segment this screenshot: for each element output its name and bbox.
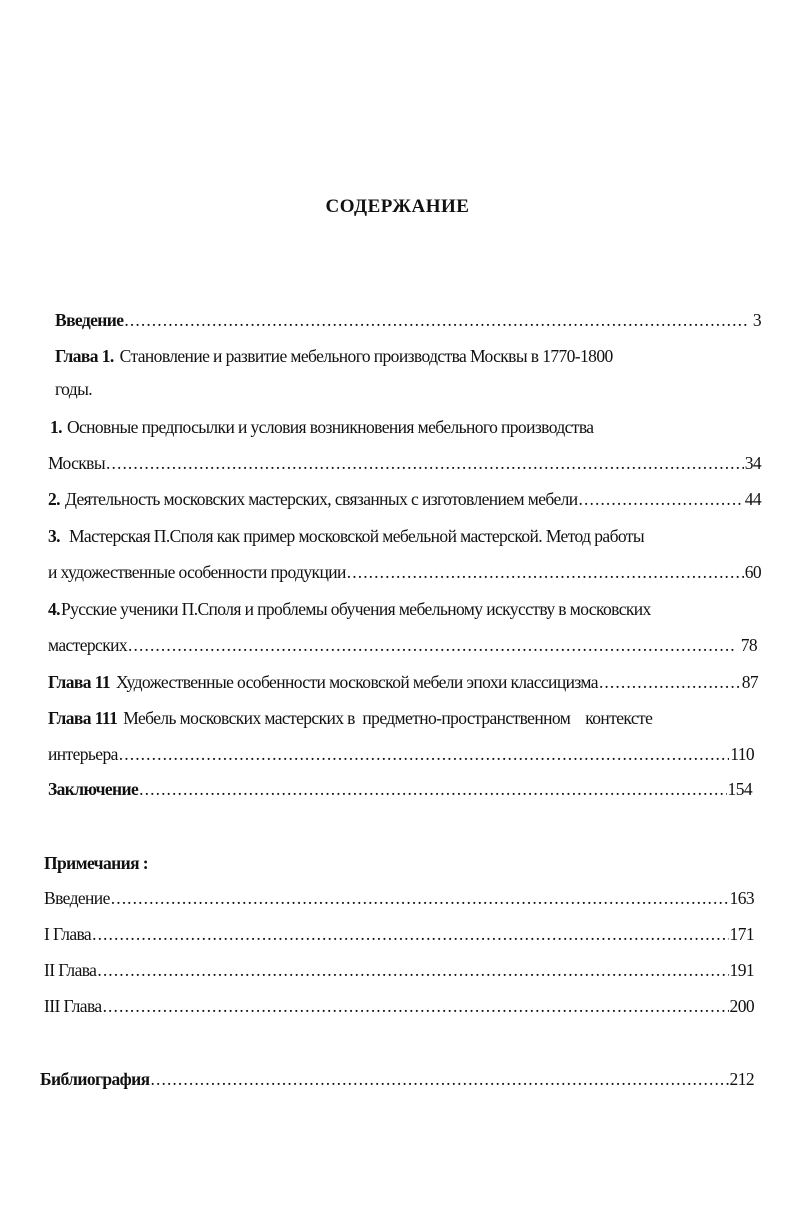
toc-entry-label: II Глава [44, 960, 97, 980]
chapter-title: Мебель московских мастерских в предметно-пространственном контексте [123, 708, 653, 728]
notes-entry [44, 994, 754, 1020]
dot-leader [119, 742, 729, 766]
notes-heading-label: Примечания : [44, 853, 148, 873]
notes-entry [44, 958, 754, 984]
notes-entry [44, 886, 754, 912]
chapter-title-continuation: годы. [55, 379, 93, 399]
notes-heading [44, 851, 444, 877]
toc-entry-conclusion [48, 777, 752, 803]
toc-page-number: 78 [740, 635, 757, 655]
dot-leader [599, 670, 741, 694]
toc-entry-label: Заключение [48, 779, 139, 799]
toc-page-number: 200 [729, 996, 754, 1016]
toc-page-number: 3 [752, 310, 761, 330]
toc-page-number: 110 [730, 744, 754, 764]
toc-entry-section-1-continuation [48, 451, 761, 477]
section-title: Русские ученики П.Споля и проблемы обучения мебельному искусству в московских [60, 599, 651, 619]
dot-leader [347, 560, 744, 584]
toc-page-number: 154 [727, 779, 752, 799]
toc-entry-section-1 [50, 415, 770, 441]
toc-entry-chapter-1-continuation [55, 377, 355, 403]
toc-entry-label: Введение [55, 310, 124, 330]
toc-entry-section-2 [48, 487, 761, 513]
section-number: 4. [48, 599, 60, 619]
dot-leader [139, 777, 726, 801]
section-number: 3. [48, 526, 60, 546]
toc-entry-section-4 [48, 597, 788, 623]
toc-page-number: 44 [744, 489, 761, 509]
dot-leader [151, 1067, 729, 1091]
toc-entry-bibliography [40, 1067, 754, 1093]
dot-leader [97, 958, 728, 982]
toc-entry-chapter-2 [48, 670, 758, 696]
toc-page-number: 212 [729, 1069, 754, 1089]
section-title-continuation: и художественные особенности продукции [48, 562, 346, 582]
section-number: 2. [48, 489, 60, 509]
section-title-continuation: Москвы [48, 453, 106, 473]
toc-entry-chapter-1 [55, 344, 775, 370]
toc-page-number: 191 [729, 960, 754, 980]
toc-entry-label: Введение [44, 888, 110, 908]
dot-leader [103, 994, 729, 1018]
section-title: Мастерская П.Споля как пример московской мебельной мастерской. Метод работы [68, 526, 645, 546]
toc-entry-section-4-continuation [48, 633, 757, 659]
toc-page-number: 34 [744, 453, 761, 473]
dot-leader [128, 633, 736, 657]
chapter-title-continuation: интерьера [48, 744, 118, 764]
chapter-label: Глава 11 [48, 672, 111, 692]
toc-page-number: 163 [729, 888, 754, 908]
dot-leader [579, 487, 744, 511]
page-title: СОДЕРЖАНИЕ [325, 196, 470, 217]
toc-entry-intro [55, 308, 761, 334]
toc-page-number: 171 [729, 924, 754, 944]
toc-entry-chapter-3-continuation [48, 742, 754, 768]
notes-entry [44, 922, 754, 948]
chapter-title: Становление и развитие мебельного производства Москвы в 1770-1800 [119, 346, 613, 366]
dot-leader [106, 451, 744, 475]
dot-leader [124, 308, 746, 332]
dot-leader [111, 886, 729, 910]
toc-entry-label: I Глава [44, 924, 92, 944]
toc-entry-label: Библиография [40, 1069, 150, 1089]
chapter-title: Художественные особенности московской мебели эпохи классицизма [116, 672, 598, 692]
section-title-continuation: мастерских [48, 635, 128, 655]
toc-page-number: 60 [744, 562, 761, 582]
toc-entry-section-3-continuation [48, 560, 761, 586]
toc-entry-section-3 [48, 524, 783, 550]
chapter-label: Глава 1. [55, 346, 114, 366]
chapter-label: Глава 111 [48, 708, 118, 728]
toc-entry-label: III Глава [44, 996, 102, 1016]
toc-page-number: 87 [741, 672, 758, 692]
section-number: 1. [50, 417, 62, 437]
dot-leader [92, 922, 728, 946]
section-title: Основные предпосылки и условия возникновения мебельного производства [66, 417, 594, 437]
toc-entry-chapter-3 [48, 706, 790, 732]
section-title: Деятельность московских мастерских, связанных с изготовлением мебели [64, 489, 578, 509]
